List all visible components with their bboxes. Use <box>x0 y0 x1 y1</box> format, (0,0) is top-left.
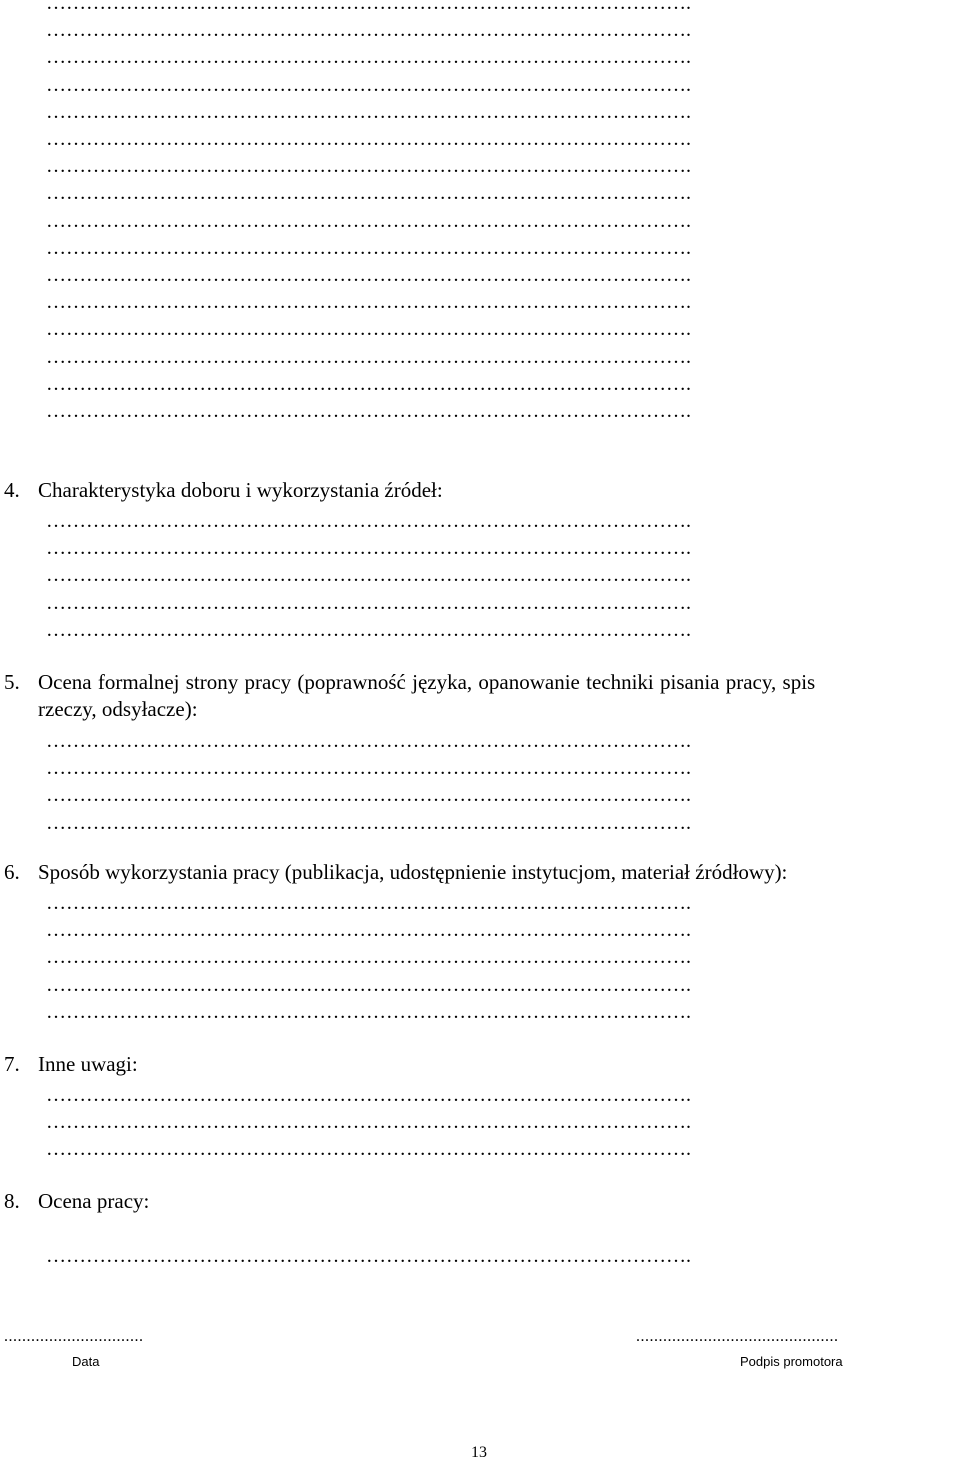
dotted-answer-line: ……………………………………………………………………………………. <box>46 128 691 150</box>
dotted-answer-line: ……………………………………………………………………………………. <box>46 1245 691 1267</box>
dotted-answer-line: ……………………………………………………………………………………. <box>46 400 691 422</box>
dotted-answer-line: ……………………………………………………………………………………. <box>46 892 691 914</box>
dotted-answer-line: ……………………………………………………………………………………. <box>46 1111 691 1134</box>
section-4-heading: Charakterystyka doboru i wykorzystania źródeł: <box>38 478 443 502</box>
section-5-number: 5. <box>4 670 20 694</box>
promoter-label: Podpis promotora <box>740 1354 843 1369</box>
dotted-answer-line: ……………………………………………………………………………………. <box>46 0 691 14</box>
section-6-number: 6. <box>4 860 20 884</box>
dotted-answer-line: ……………………………………………………………………………………. <box>46 757 691 780</box>
dotted-answer-line: ……………………………………………………………………………………. <box>46 345 691 368</box>
page-number: 13 <box>471 1444 487 1461</box>
dotted-answer-line: ……………………………………………………………………………………. <box>46 155 691 178</box>
dotted-answer-line: ……………………………………………………………………………………. <box>46 182 691 205</box>
section-4-number: 4. <box>4 478 20 502</box>
dotted-answer-line: ……………………………………………………………………………………. <box>46 73 691 96</box>
promoter-signature-line: ............................................. <box>636 1328 839 1345</box>
dotted-answer-line: ……………………………………………………………………………………. <box>46 264 691 286</box>
date-signature-line: ............................... <box>4 1328 144 1345</box>
date-label: Data <box>72 1354 100 1369</box>
dotted-answer-line: ……………………………………………………………………………………. <box>46 946 691 969</box>
dotted-answer-line: ……………………………………………………………………………………. <box>46 811 691 834</box>
section-5-heading-cont: rzeczy, odsyłacze): <box>38 697 198 721</box>
dotted-answer-line: ……………………………………………………………………………………. <box>46 318 691 341</box>
section-7-number: 7. <box>4 1052 20 1076</box>
dotted-answer-line: ……………………………………………………………………………………. <box>46 209 691 232</box>
dotted-answer-line: ……………………………………………………………………………………. <box>46 564 691 587</box>
dotted-answer-line: ……………………………………………………………………………………. <box>46 919 691 942</box>
dotted-answer-line: ……………………………………………………………………………………. <box>46 537 691 560</box>
dotted-answer-line: ……………………………………………………………………………………. <box>46 510 691 532</box>
section-8-heading: Ocena pracy: <box>38 1189 150 1213</box>
dotted-answer-line: ……………………………………………………………………………………. <box>46 236 691 259</box>
dotted-answer-line: ……………………………………………………………………………………. <box>46 100 691 123</box>
dotted-answer-line: ……………………………………………………………………………………. <box>46 19 691 42</box>
dotted-answer-line: ……………………………………………………………………………………. <box>46 973 691 996</box>
dotted-answer-line: ……………………………………………………………………………………. <box>46 591 691 614</box>
dotted-answer-line: ……………………………………………………………………………………. <box>46 1138 691 1161</box>
dotted-answer-line: ……………………………………………………………………………………. <box>46 291 691 314</box>
section-7-heading: Inne uwagi: <box>38 1052 138 1076</box>
section-8-number: 8. <box>4 1189 20 1213</box>
dotted-answer-line: ……………………………………………………………………………………. <box>46 1000 691 1023</box>
dotted-answer-line: ……………………………………………………………………………………. <box>46 784 691 807</box>
dotted-answer-line: ……………………………………………………………………………………. <box>46 730 691 752</box>
section-6-heading: Sposób wykorzystania pracy (publikacja, udostępnienie instytucjom, materiał źródłowy): <box>38 860 788 884</box>
section-5-heading: Ocena formalnej strony pracy (poprawność języka, opanowanie techniki pisania pracy, spis <box>38 670 816 694</box>
dotted-answer-line: ……………………………………………………………………………………. <box>46 1084 691 1106</box>
dotted-answer-line: ……………………………………………………………………………………. <box>46 372 691 395</box>
dotted-answer-line: ……………………………………………………………………………………. <box>46 618 691 641</box>
dotted-answer-line: ……………………………………………………………………………………. <box>46 46 691 69</box>
